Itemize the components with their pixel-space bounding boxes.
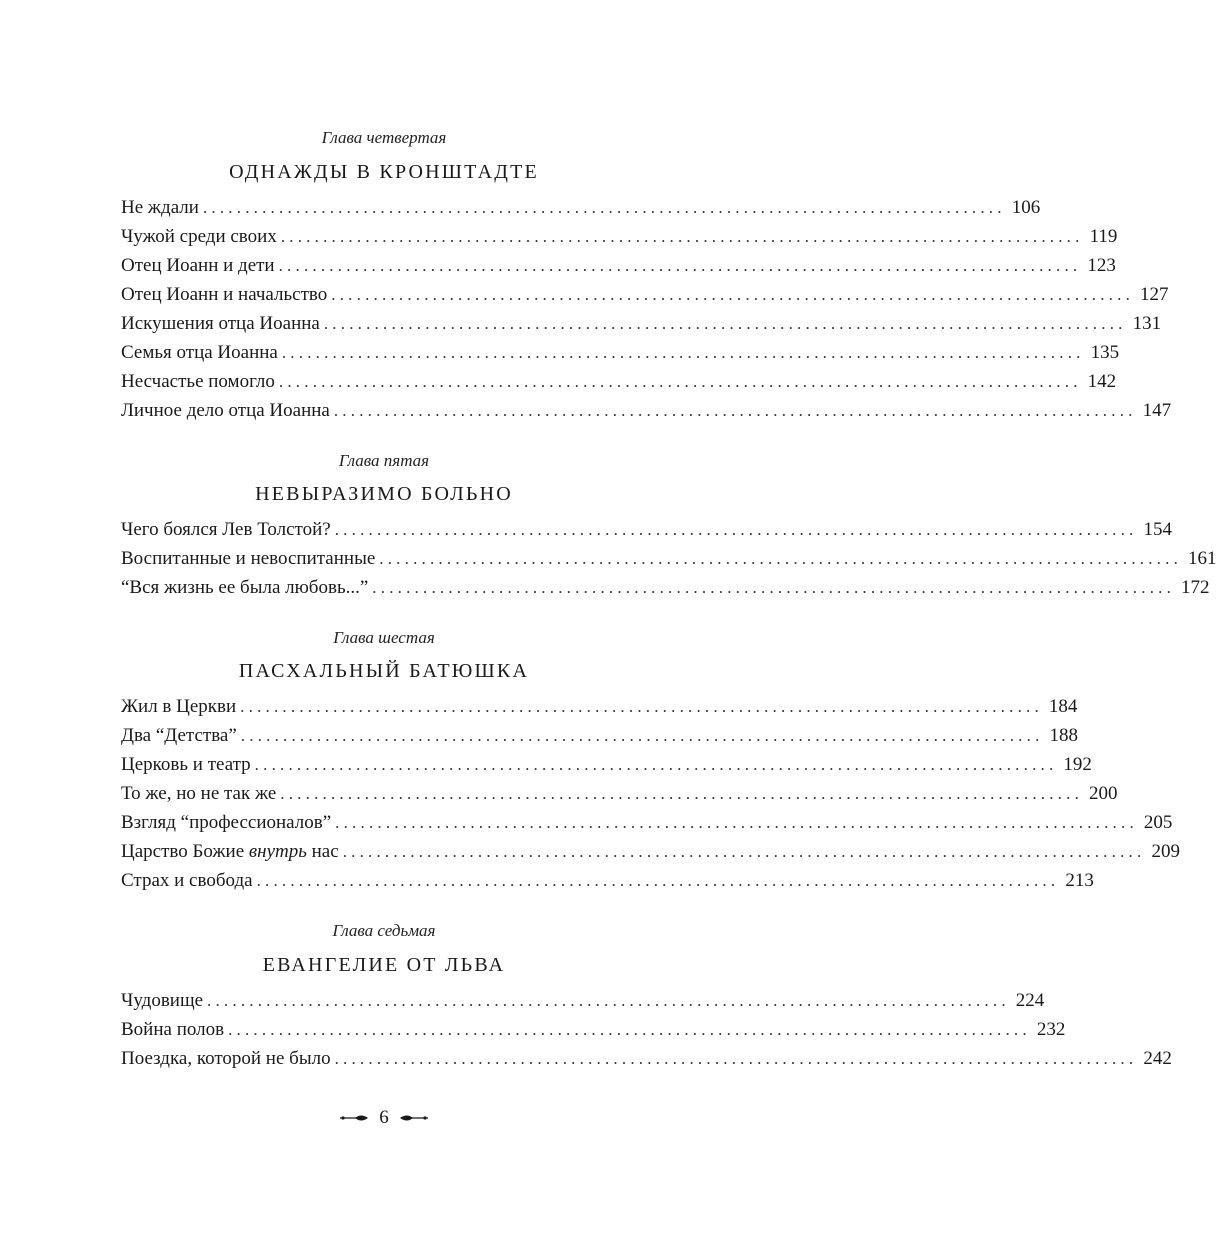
dot-leader: ...............................................................................................: [281, 343, 1085, 362]
toc-entry[interactable]: [121, 281, 1169, 309]
toc-entry[interactable]: [121, 867, 1094, 895]
dot-leader: ...............................................................................................: [334, 520, 1138, 539]
toc-entry-title: Церковь и театр: [121, 754, 251, 775]
toc-entry[interactable]: [121, 545, 1217, 573]
dot-leader: ...............................................................................................: [280, 227, 1084, 246]
toc-entry[interactable]: [121, 838, 1180, 866]
dot-leader: ...............................................................................................: [323, 314, 1127, 333]
toc-entry-title-post: нас: [306, 841, 339, 862]
toc-entry[interactable]: [121, 252, 1116, 280]
toc-entry-page: 135: [1090, 342, 1120, 363]
toc-entry-title: Чужой среди своих: [121, 226, 277, 247]
toc-entry-page: 242: [1143, 1048, 1172, 1069]
dot-leader: ...............................................................................................: [240, 726, 1044, 745]
toc-entry-title: Жил в Церкви: [121, 696, 237, 717]
toc-entry-page: 161: [1188, 548, 1217, 569]
toc-entry-page: 224: [1015, 990, 1045, 1011]
toc-entry-title: Воспитанные и невоспитанные: [121, 548, 376, 569]
toc-entry-title-emphasis: внутрь: [248, 841, 307, 862]
chapter-label: Глава пятая: [338, 451, 430, 470]
toc-entry-title: Два “Детства”: [121, 725, 237, 746]
dot-leader: ...............................................................................................: [207, 991, 1010, 1010]
toc-entry-page: 154: [1143, 519, 1172, 540]
toc-entry-page: 205: [1143, 812, 1173, 833]
toc-entry[interactable]: [121, 223, 1118, 251]
toc-entry[interactable]: [121, 574, 1210, 602]
toc-entry-page: 127: [1140, 284, 1169, 305]
chapter-title: ПАСХАЛЬНЫЙ БАТЮШКА: [238, 660, 530, 682]
toc-entry-title: Страх и свобода: [121, 870, 253, 891]
toc-entry-title: Семья отца Иоанна: [121, 342, 278, 363]
toc-entry[interactable]: [121, 1045, 1172, 1073]
toc-entry-title: “Вся жизнь ее была любовь...”: [121, 577, 369, 598]
toc-entry[interactable]: [121, 368, 1117, 396]
dot-leader: ...............................................................................................: [256, 871, 1060, 890]
dot-leader: ...............................................................................................: [342, 842, 1146, 861]
chapter-title: ОДНАЖДЫ В КРОНШТАДТЕ: [229, 161, 539, 183]
toc-entry[interactable]: [121, 809, 1173, 837]
chapter-label: Глава седьмая: [332, 921, 436, 940]
page-number-value: 6: [379, 1107, 389, 1128]
toc-entry-page: 184: [1048, 696, 1078, 717]
right-flourish-icon: [399, 1112, 429, 1124]
dot-leader: ...............................................................................................: [278, 256, 1082, 275]
toc-entry-page: 213: [1065, 870, 1094, 891]
dot-leader: ...............................................................................................: [331, 285, 1135, 304]
toc-entry-page: 188: [1049, 725, 1079, 746]
toc-entry[interactable]: [121, 751, 1092, 779]
toc-entry[interactable]: [121, 397, 1172, 425]
toc-entry-title: Искушения отца Иоанна: [121, 313, 320, 334]
toc-entry-page: 232: [1036, 1019, 1066, 1040]
toc-entry-title: Отец Иоанн и начальство: [121, 284, 328, 305]
toc-entry-title: Личное дело отца Иоанна: [121, 400, 330, 421]
dot-leader: ...............................................................................................: [334, 1049, 1138, 1068]
dot-leader: ...............................................................................................: [372, 578, 1176, 597]
toc-entry-page: 200: [1089, 783, 1118, 804]
toc-entry[interactable]: [121, 310, 1162, 338]
chapter-title: ЕВАНГЕЛИЕ ОТ ЛЬВА: [262, 954, 506, 976]
toc-entry-title: Взгляд “профессионалов”: [121, 812, 332, 833]
toc-entry[interactable]: [121, 693, 1078, 721]
dot-leader: ...............................................................................................: [240, 697, 1043, 716]
toc-entry-title: Не ждали: [121, 197, 199, 218]
toc-entry[interactable]: [121, 194, 1041, 222]
dot-leader: ...............................................................................................: [278, 372, 1082, 391]
toc-entry-page: 192: [1063, 754, 1092, 775]
toc-entry-title: Несчастье помогло: [121, 371, 275, 392]
dot-leader: ...............................................................................................: [335, 813, 1138, 832]
toc-entry[interactable]: [121, 780, 1118, 808]
left-flourish-icon: [339, 1112, 369, 1124]
toc-entry[interactable]: [121, 722, 1079, 750]
chapter-label: Глава шестая: [333, 628, 435, 647]
toc-entry-page: 172: [1181, 577, 1210, 598]
toc-entry-page: 131: [1132, 313, 1162, 334]
toc-entry-title-pre: Царство Божие: [121, 841, 249, 862]
toc-entry-title: Война полов: [121, 1019, 225, 1040]
dot-leader: ...............................................................................................: [254, 755, 1058, 774]
toc-entry-page: 119: [1089, 226, 1118, 247]
toc-entry-page: 147: [1142, 400, 1172, 421]
toc-entry[interactable]: [121, 339, 1120, 367]
toc-entry-title: Отец Иоанн и дети: [121, 255, 275, 276]
toc-entry-page: 209: [1151, 841, 1180, 862]
toc-entry[interactable]: [121, 516, 1172, 544]
dot-leader: ...............................................................................................: [202, 198, 1006, 217]
page-number: [0, 1106, 768, 1130]
chapter-title: НЕВЫРАЗИМО БОЛЬНО: [255, 483, 513, 505]
dot-leader: ...............................................................................................: [228, 1020, 1031, 1039]
toc-entry-title: Поездка, которой не было: [121, 1048, 331, 1069]
toc-entry[interactable]: [121, 987, 1045, 1015]
dot-leader: ...............................................................................................: [379, 549, 1183, 568]
toc-entry-title: Чего боялся Лев Толстой?: [121, 519, 331, 540]
chapter-label: Глава четвертая: [321, 128, 447, 147]
toc-entry-title: Чудовище: [121, 990, 204, 1011]
toc-entry-title: [121, 838, 339, 866]
dot-leader: ...............................................................................................: [280, 784, 1084, 803]
toc-entry-page: 123: [1087, 255, 1116, 276]
toc-entry[interactable]: [121, 1016, 1066, 1044]
toc-entry-title: То же, но не так же: [121, 783, 277, 804]
dot-leader: ...............................................................................................: [333, 401, 1137, 420]
toc-entry-page: 142: [1087, 371, 1117, 392]
toc-entry-page: 106: [1011, 197, 1041, 218]
